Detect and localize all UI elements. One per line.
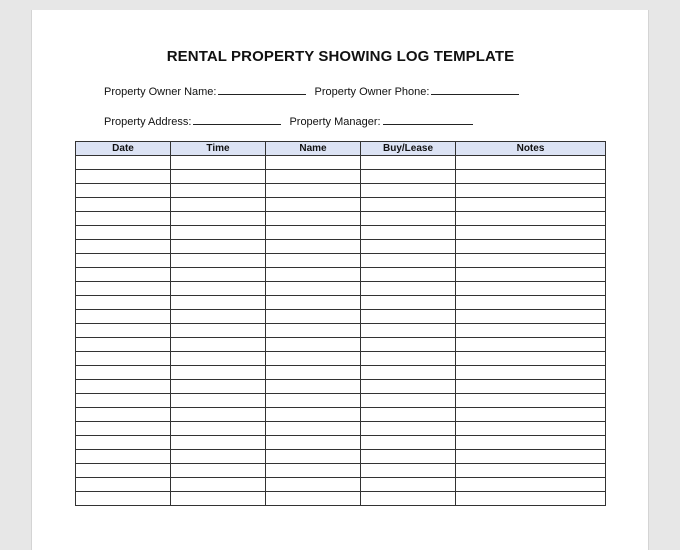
cell-name[interactable] [266, 170, 361, 184]
cell-buy-lease[interactable] [361, 170, 456, 184]
cell-buy-lease[interactable] [361, 254, 456, 268]
cell-name[interactable] [266, 380, 361, 394]
cell-name[interactable] [266, 282, 361, 296]
cell-time[interactable] [171, 226, 266, 240]
cell-buy-lease[interactable] [361, 240, 456, 254]
cell-time[interactable] [171, 394, 266, 408]
table-row [76, 408, 606, 422]
table-row [76, 282, 606, 296]
table-row [76, 156, 606, 170]
cell-date[interactable] [76, 156, 171, 170]
cell-notes[interactable] [456, 240, 606, 254]
cell-name[interactable] [266, 366, 361, 380]
cell-time[interactable] [171, 310, 266, 324]
cell-notes[interactable] [456, 226, 606, 240]
cell-time[interactable] [171, 254, 266, 268]
cell-date[interactable] [76, 170, 171, 184]
cell-time[interactable] [171, 282, 266, 296]
cell-time[interactable] [171, 464, 266, 478]
cell-name[interactable] [266, 198, 361, 212]
cell-date[interactable] [76, 394, 171, 408]
cell-time[interactable] [171, 422, 266, 436]
cell-date[interactable] [76, 324, 171, 338]
owner-name-field[interactable] [104, 83, 306, 98]
cell-buy-lease[interactable] [361, 198, 456, 212]
cell-buy-lease[interactable] [361, 422, 456, 436]
cell-name[interactable] [266, 310, 361, 324]
cell-buy-lease[interactable] [361, 184, 456, 198]
cell-notes[interactable] [456, 324, 606, 338]
owner-phone-label: Property Owner Phone: [314, 86, 430, 98]
owner-info-row [104, 83, 519, 98]
table-row [76, 478, 606, 492]
cell-notes[interactable] [456, 212, 606, 226]
cell-name[interactable] [266, 240, 361, 254]
table-row [76, 436, 606, 450]
table-row [76, 464, 606, 478]
cell-date[interactable] [76, 352, 171, 366]
showing-log-table [75, 141, 606, 506]
cell-time[interactable] [171, 184, 266, 198]
cell-date[interactable] [76, 184, 171, 198]
table-row [76, 352, 606, 366]
cell-time[interactable] [171, 268, 266, 282]
cell-buy-lease[interactable] [361, 226, 456, 240]
cell-name[interactable] [266, 254, 361, 268]
cell-buy-lease[interactable] [361, 282, 456, 296]
cell-date[interactable] [76, 282, 171, 296]
column-header-name: Name [266, 142, 361, 156]
table-row [76, 268, 606, 282]
table-row [76, 380, 606, 394]
cell-time[interactable] [171, 492, 266, 506]
table-row [76, 450, 606, 464]
property-manager-label: Property Manager: [289, 116, 381, 128]
cell-date[interactable] [76, 310, 171, 324]
cell-date[interactable] [76, 268, 171, 282]
table-row [76, 366, 606, 380]
table-row [76, 184, 606, 198]
cell-notes[interactable] [456, 268, 606, 282]
cell-date[interactable] [76, 254, 171, 268]
cell-notes[interactable] [456, 352, 606, 366]
cell-time[interactable] [171, 324, 266, 338]
cell-name[interactable] [266, 226, 361, 240]
cell-name[interactable] [266, 478, 361, 492]
table-header-row [76, 142, 606, 156]
cell-notes[interactable] [456, 310, 606, 324]
cell-date[interactable] [76, 380, 171, 394]
cell-notes[interactable] [456, 436, 606, 450]
table-row [76, 212, 606, 226]
cell-time[interactable] [171, 240, 266, 254]
cell-date[interactable] [76, 408, 171, 422]
cell-buy-lease[interactable] [361, 380, 456, 394]
table-row [76, 394, 606, 408]
cell-buy-lease[interactable] [361, 212, 456, 226]
cell-buy-lease[interactable] [361, 464, 456, 478]
cell-buy-lease[interactable] [361, 478, 456, 492]
property-address-field[interactable] [104, 113, 281, 128]
cell-name[interactable] [266, 296, 361, 310]
cell-buy-lease[interactable] [361, 394, 456, 408]
table-row [76, 198, 606, 212]
cell-date[interactable] [76, 436, 171, 450]
table-row [76, 310, 606, 324]
cell-time[interactable] [171, 380, 266, 394]
cell-time[interactable] [171, 198, 266, 212]
cell-date[interactable] [76, 212, 171, 226]
property-info-row [104, 113, 473, 128]
cell-time[interactable] [171, 478, 266, 492]
cell-date[interactable] [76, 422, 171, 436]
cell-notes[interactable] [456, 338, 606, 352]
cell-notes[interactable] [456, 156, 606, 170]
property-address-label: Property Address: [104, 116, 192, 128]
property-address-blank[interactable] [193, 113, 281, 125]
cell-time[interactable] [171, 296, 266, 310]
owner-phone-blank[interactable] [431, 83, 519, 95]
table-row [76, 254, 606, 268]
cell-time[interactable] [171, 408, 266, 422]
cell-date[interactable] [76, 296, 171, 310]
table-row [76, 296, 606, 310]
table-row [76, 338, 606, 352]
cell-date[interactable] [76, 478, 171, 492]
cell-name[interactable] [266, 436, 361, 450]
table-row [76, 240, 606, 254]
cell-name[interactable] [266, 408, 361, 422]
cell-name[interactable] [266, 156, 361, 170]
column-header-buy-lease: Buy/Lease [361, 142, 456, 156]
table-row [76, 226, 606, 240]
cell-name[interactable] [266, 268, 361, 282]
cell-notes[interactable] [456, 170, 606, 184]
cell-time[interactable] [171, 156, 266, 170]
cell-notes[interactable] [456, 198, 606, 212]
cell-name[interactable] [266, 464, 361, 478]
cell-buy-lease[interactable] [361, 338, 456, 352]
cell-time[interactable] [171, 352, 266, 366]
document-page [31, 10, 649, 550]
table-body [76, 156, 606, 506]
cell-buy-lease[interactable] [361, 408, 456, 422]
cell-date[interactable] [76, 226, 171, 240]
table-row [76, 170, 606, 184]
table-row [76, 422, 606, 436]
cell-date[interactable] [76, 492, 171, 506]
cell-notes[interactable] [456, 394, 606, 408]
cell-time[interactable] [171, 450, 266, 464]
cell-buy-lease[interactable] [361, 436, 456, 450]
cell-notes[interactable] [456, 366, 606, 380]
cell-date[interactable] [76, 240, 171, 254]
cell-notes[interactable] [456, 254, 606, 268]
cell-buy-lease[interactable] [361, 450, 456, 464]
cell-notes[interactable] [456, 478, 606, 492]
table-row [76, 324, 606, 338]
cell-name[interactable] [266, 338, 361, 352]
cell-name[interactable] [266, 422, 361, 436]
cell-notes[interactable] [456, 184, 606, 198]
document-title: RENTAL PROPERTY SHOWING LOG TEMPLATE [166, 48, 515, 65]
cell-notes[interactable] [456, 282, 606, 296]
cell-date[interactable] [76, 464, 171, 478]
cell-notes[interactable] [456, 296, 606, 310]
owner-phone-field[interactable] [314, 83, 519, 98]
cell-time[interactable] [171, 436, 266, 450]
cell-notes[interactable] [456, 492, 606, 506]
cell-time[interactable] [171, 212, 266, 226]
cell-time[interactable] [171, 366, 266, 380]
cell-buy-lease[interactable] [361, 324, 456, 338]
cell-name[interactable] [266, 352, 361, 366]
column-header-time: Time [171, 142, 266, 156]
cell-name[interactable] [266, 324, 361, 338]
property-manager-blank[interactable] [383, 113, 473, 125]
cell-notes[interactable] [456, 380, 606, 394]
column-header-notes: Notes [456, 142, 606, 156]
cell-notes[interactable] [456, 450, 606, 464]
cell-buy-lease[interactable] [361, 366, 456, 380]
cell-buy-lease[interactable] [361, 352, 456, 366]
cell-notes[interactable] [456, 422, 606, 436]
table-row [76, 492, 606, 506]
cell-buy-lease[interactable] [361, 268, 456, 282]
cell-time[interactable] [171, 170, 266, 184]
cell-name[interactable] [266, 184, 361, 198]
owner-name-blank[interactable] [218, 83, 306, 95]
cell-date[interactable] [76, 198, 171, 212]
cell-notes[interactable] [456, 408, 606, 422]
cell-date[interactable] [76, 366, 171, 380]
cell-name[interactable] [266, 450, 361, 464]
cell-notes[interactable] [456, 464, 606, 478]
cell-name[interactable] [266, 492, 361, 506]
cell-buy-lease[interactable] [361, 156, 456, 170]
cell-buy-lease[interactable] [361, 296, 456, 310]
property-manager-field[interactable] [289, 113, 472, 128]
cell-name[interactable] [266, 394, 361, 408]
cell-name[interactable] [266, 212, 361, 226]
owner-name-label: Property Owner Name: [104, 86, 217, 98]
cell-buy-lease[interactable] [361, 492, 456, 506]
cell-buy-lease[interactable] [361, 310, 456, 324]
cell-time[interactable] [171, 338, 266, 352]
column-header-date: Date [76, 142, 171, 156]
cell-date[interactable] [76, 450, 171, 464]
cell-date[interactable] [76, 338, 171, 352]
